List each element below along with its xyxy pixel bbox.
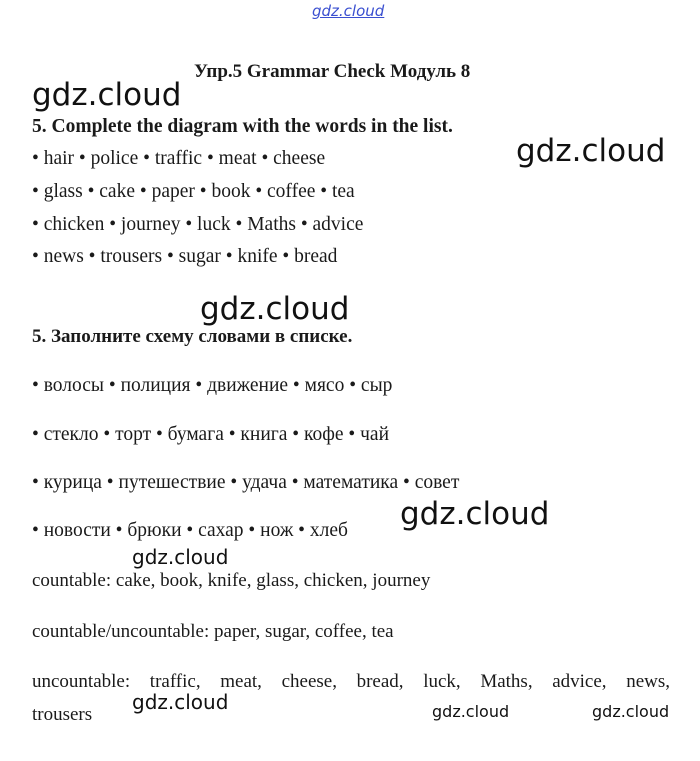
watermark: gdz.cloud xyxy=(516,133,666,169)
word-list-line-en-1: • hair • police • traffic • meat • cheese xyxy=(32,148,326,169)
watermark-top[interactable]: gdz.cloud xyxy=(312,2,385,20)
task-instruction-ru: 5. Заполните схему словами в списке. xyxy=(32,326,353,347)
watermark: gdz.cloud xyxy=(132,690,229,714)
task-instruction-en: 5. Complete the diagram with the words in the list. xyxy=(32,116,453,137)
word-list-line-ru-1: • волосы • полиция • движение • мясо • сыр xyxy=(32,375,393,396)
watermark: gdz.cloud xyxy=(32,77,182,113)
answer-uncountable: uncountable: traffic, meat, cheese, bread, luck, Maths, advice, news, xyxy=(32,671,670,692)
word-list-line-en-2: • glass • cake • paper • book • coffee • tea xyxy=(32,181,355,202)
word-list-line-en-4: • news • trousers • sugar • knife • bread xyxy=(32,246,338,267)
answer-uncountable-continued: trousers xyxy=(32,704,93,725)
word-list-line-ru-2: • стекло • торт • бумага • книга • кофе • чай xyxy=(32,424,390,445)
answer-countable: countable: cake, book, knife, glass, chicken, journey xyxy=(32,570,431,591)
watermark: gdz.cloud xyxy=(132,545,229,569)
watermark: gdz.cloud xyxy=(200,291,350,327)
word-list-line-ru-4: • новости • брюки • сахар • нож • хлеб xyxy=(32,520,348,541)
answer-countable-uncountable: countable/uncountable: paper, sugar, coffee, tea xyxy=(32,621,394,642)
watermark: gdz.cloud xyxy=(432,702,510,721)
watermark: gdz.cloud xyxy=(592,702,670,721)
page-title: Упр.5 Grammar Check Модуль 8 xyxy=(194,61,471,82)
watermark: gdz.cloud xyxy=(400,496,550,532)
word-list-line-ru-3: • курица • путешествие • удача • математика • совет xyxy=(32,472,460,493)
word-list-line-en-3: • chicken • journey • luck • Maths • advice xyxy=(32,214,364,235)
